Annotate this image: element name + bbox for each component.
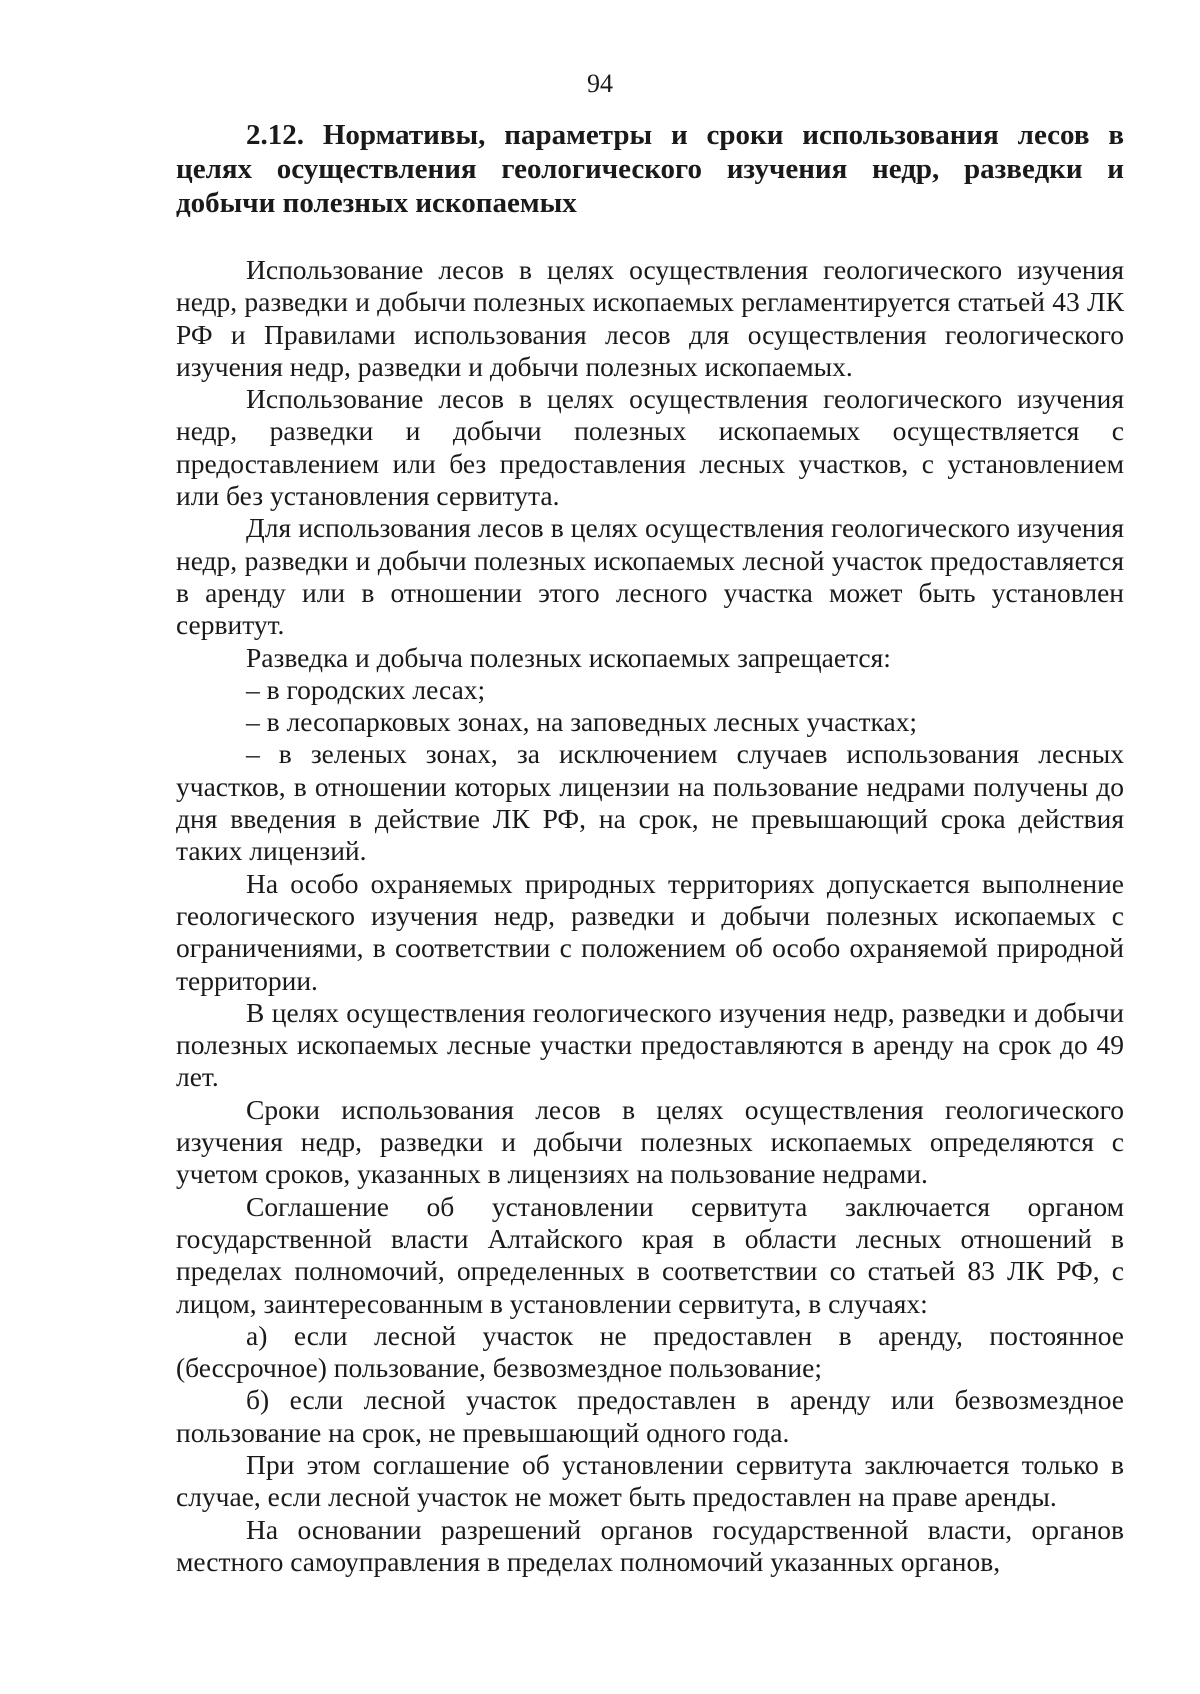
paragraph: Для использования лесов в целях осуществления геологического изучения недр, разведки и добычи полезных ископаемых лесной участок предоставляется в аренду или в отношении этого лесного участка может быть установлен сервитут. bbox=[176, 512, 1124, 641]
paragraph: Использование лесов в целях осуществления геологического изучения недр, разведки и добычи полезных ископаемых регламентируется статьей 43 ЛК РФ и Правилами использования лесов для осуществления геологического изучения недр, разведки и добычи полезных ископаемых. bbox=[176, 254, 1124, 382]
paragraph: Использование лесов в целях осуществления геологического изучения недр, разведки и добычи полезных ископаемых осуществляется с предоставлением или без предоставления лесных участков, с установлением или без установления сервитута. bbox=[176, 383, 1124, 512]
list-item: а) если лесной участок не предоставлен в аренду, постоянное (бессрочное) пользование, безвозмездное пользование; bbox=[176, 1319, 1124, 1384]
document-body bbox=[176, 118, 1124, 1578]
list-item: – в лесопарковых зонах, на заповедных лесных участках; bbox=[246, 706, 918, 738]
list-item: – в зеленых зонах, за исключением случаев использования лесных участков, в отношении которых лицензии на пользование недрами получены до дня введения в действие ЛК РФ, на срок, не превышающий срока действия таких лицензий. bbox=[176, 738, 1124, 867]
paragraph: При этом соглашение об установлении сервитута заключается только в случае, если лесной участок не может быть предоставлен на праве аренды. bbox=[176, 1448, 1124, 1513]
paragraph: Соглашение об установлении сервитута заключается органом государственной власти Алтайского края в области лесных отношений в пределах полномочий, определенных в соответствии со статьей 83 ЛК РФ, с лицом, заинтересованным в установлении сервитута, в случаях: bbox=[176, 1190, 1124, 1319]
list-item: б) если лесной участок предоставлен в аренду или безвозмездное пользование на срок, не превышающий одного года. bbox=[176, 1384, 1124, 1448]
section-title: 2.12. Нормативы, параметры и сроки использования лесов в целях осуществления геологического изучения недр, разведки и добычи полезных ископаемых bbox=[176, 119, 1124, 219]
paragraph: Сроки использования лесов в целях осуществления геологического изучения недр, разведки и добычи полезных ископаемых определяются с учетом сроков, указанных в лицензиях на пользование недрами. bbox=[176, 1093, 1124, 1190]
paragraph: В целях осуществления геологического изучения недр, разведки и добычи полезных ископаемых лесные участки предоставляются в аренду на срок до 49 лет. bbox=[176, 996, 1124, 1093]
paragraph: На основании разрешений органов государственной власти, органов местного самоуправления в пределах полномочий указанных органов, bbox=[176, 1513, 1124, 1577]
page-number: 94 bbox=[587, 69, 613, 98]
list-item: – в городских лесах; bbox=[246, 673, 486, 705]
paragraph: Разведка и добыча полезных ископаемых запрещается: bbox=[246, 641, 891, 673]
paragraph: На особо охраняемых природных территориях допускается выполнение геологического изучения недр, разведки и добычи полезных ископаемых с ограничениями, в соответствии с положением об особо охраняемой природной территории. bbox=[176, 867, 1124, 996]
